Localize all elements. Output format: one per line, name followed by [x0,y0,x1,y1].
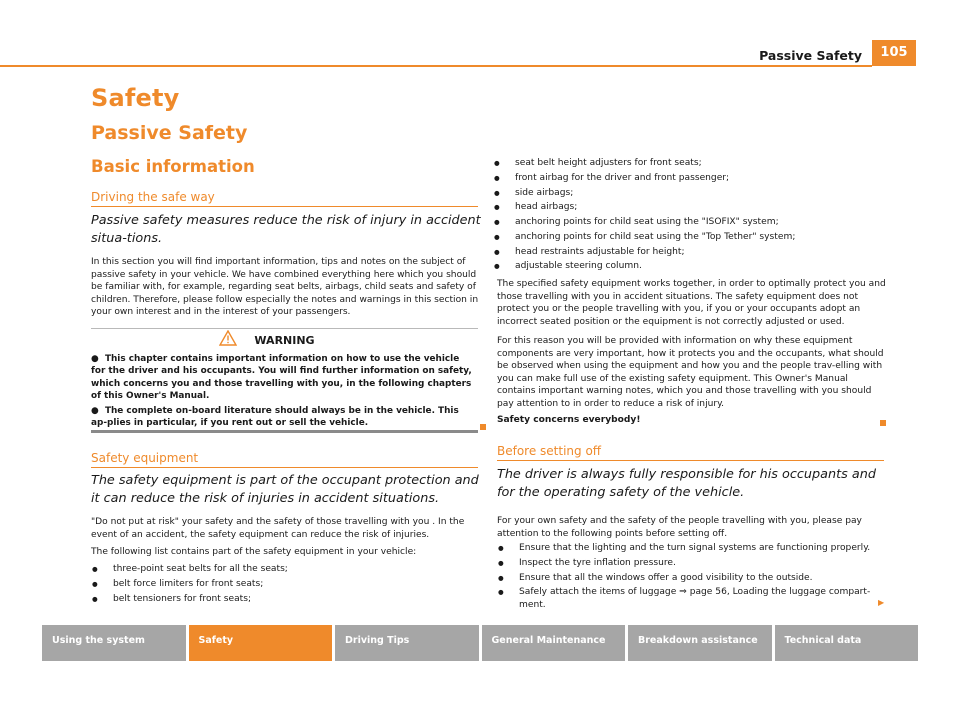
tab-breakdown-assistance[interactable]: Breakdown assistance [628,625,772,661]
intro-paragraph: In this section you will find important information, tips and notes on the subject of passive safety in your vehicle. We have combined everything here which you should be familiar with, for example, regarding seat belts, airbags, child seats and safety of children. Therefore, please follow especially the notes and warnings in this section in your own interest and in the interest of your passengers. [91,257,479,318]
header-rule [0,65,872,67]
warning-item: ● The complete on-board literature should always be in the vehicle. This ap-plies in particular, if you rent out or sell the vehicle. [91,405,459,429]
tab-technical-data[interactable]: Technical data [775,625,919,661]
tab-driving-tips[interactable]: Driving Tips [335,625,479,661]
warning-item: ● This chapter contains important information on how to use the vehicle for the driver and his occupants. You will find further information on safety, which concerns you and those travelling with you, in the following chapters of this Owner's Manual. [91,354,472,402]
list-item: ● head restraints adjustable for height; [493,246,885,259]
list-item: ● anchoring points for child seat using the "ISOFIX" system; [493,216,885,229]
safety-motto: Safety concerns everybody! [497,415,641,425]
chapter-nav [42,625,918,661]
list-item: ● Ensure that the lighting and the turn signal systems are functioning properly. [497,542,889,555]
list-item: ● belt tensioners for front seats; [91,593,483,606]
tab-safety[interactable]: Safety [189,625,333,661]
warning-title: WARNING [254,334,315,347]
list-item: ● head airbags; [493,201,885,214]
paragraph: "Do not put at risk" your safety and the safety of those travelling with you . In the event of an accident, the safety equipment can reduce the risk of injuries. [91,517,465,540]
topic-heading-rule [91,206,478,207]
list-item: ● adjustable steering column. [493,260,885,273]
subsection-title: Basic information [91,157,255,176]
list-item: ● Ensure that all the windows offer a good visibility to the outside. [497,572,889,585]
list-item: ● side airbags; [493,187,885,200]
list-item: ● three-point seat belts for all the seats; [91,563,483,576]
topic-heading-rule [91,467,478,468]
equipment-list-right [493,157,885,275]
end-square-icon [480,424,486,430]
list-item: ● seat belt height adjusters for front seats; [493,157,885,170]
paragraph: The following list contains part of the safety equipment in your vehicle: [91,547,417,557]
chapter-title: Safety [91,84,180,112]
end-square-icon [880,420,886,426]
continue-arrow-icon: ▶ [878,598,885,607]
warning-body [91,353,476,431]
tab-general-maintenance[interactable]: General Maintenance [482,625,626,661]
topic-heading-rule [497,460,884,461]
section-title: Passive Safety [91,122,248,144]
tab-using-the-system[interactable]: Using the system [42,625,186,661]
paragraph: The specified safety equipment works together, in order to optimally protect you and those travelling with you in accident situations. The safety equipment does not protect you or the people travelling with you, if you or your occupants adopt an incorrect seated position or the equipment is not correctly adjusted or used. [497,279,886,327]
bullet-icon: ● [91,354,105,364]
bullet-icon: ● [91,405,105,416]
running-header-title: Passive Safety [759,48,862,63]
paragraph: For your own safety and the safety of the people travelling with you, please pay attention to the following points before setting off. [497,516,862,539]
checklist [497,542,889,614]
lead-text-driving: Passive safety measures reduce the risk of injury in accident situa-tions. [91,213,481,246]
lead-text-safety-equipment: The safety equipment is part of the occupant protection and it can reduce the risk of injuries in accident situations. [91,473,479,506]
list-item: ● anchoring points for child seat using the "Top Tether" system; [493,231,885,244]
list-item: ● belt force limiters for front seats; [91,578,483,591]
equipment-list-left [91,563,483,607]
topic-heading-before-setting-off: Before setting off [497,444,602,458]
list-item: ● front airbag for the driver and front passenger; [493,172,885,185]
list-item: ● Safely attach the items of luggage ⇒ page 56, Loading the luggage compart-ment. [497,586,889,611]
list-item: ● Inspect the tyre inflation pressure. [497,557,889,570]
topic-heading-safety-equipment: Safety equipment [91,451,199,465]
paragraph: For this reason you will be provided with information on why these equipment components are very important, how it protects you and the occupants, what should be observed when using the equipment and how you and the people trav-elling with you can make full use of the existing safety equipment. This Owner's Manual contains important warning notes, which you and those travelling with you should pay attention to in order to reduce a risk of injury. [497,336,884,409]
page-number: 105 [872,40,916,66]
topic-heading-driving-safe-way: Driving the safe way [91,190,215,204]
lead-text-before-setting-off: The driver is always fully responsible for his occupants and for the operating safety of the vehicle. [497,467,876,500]
warning-box [91,328,478,433]
